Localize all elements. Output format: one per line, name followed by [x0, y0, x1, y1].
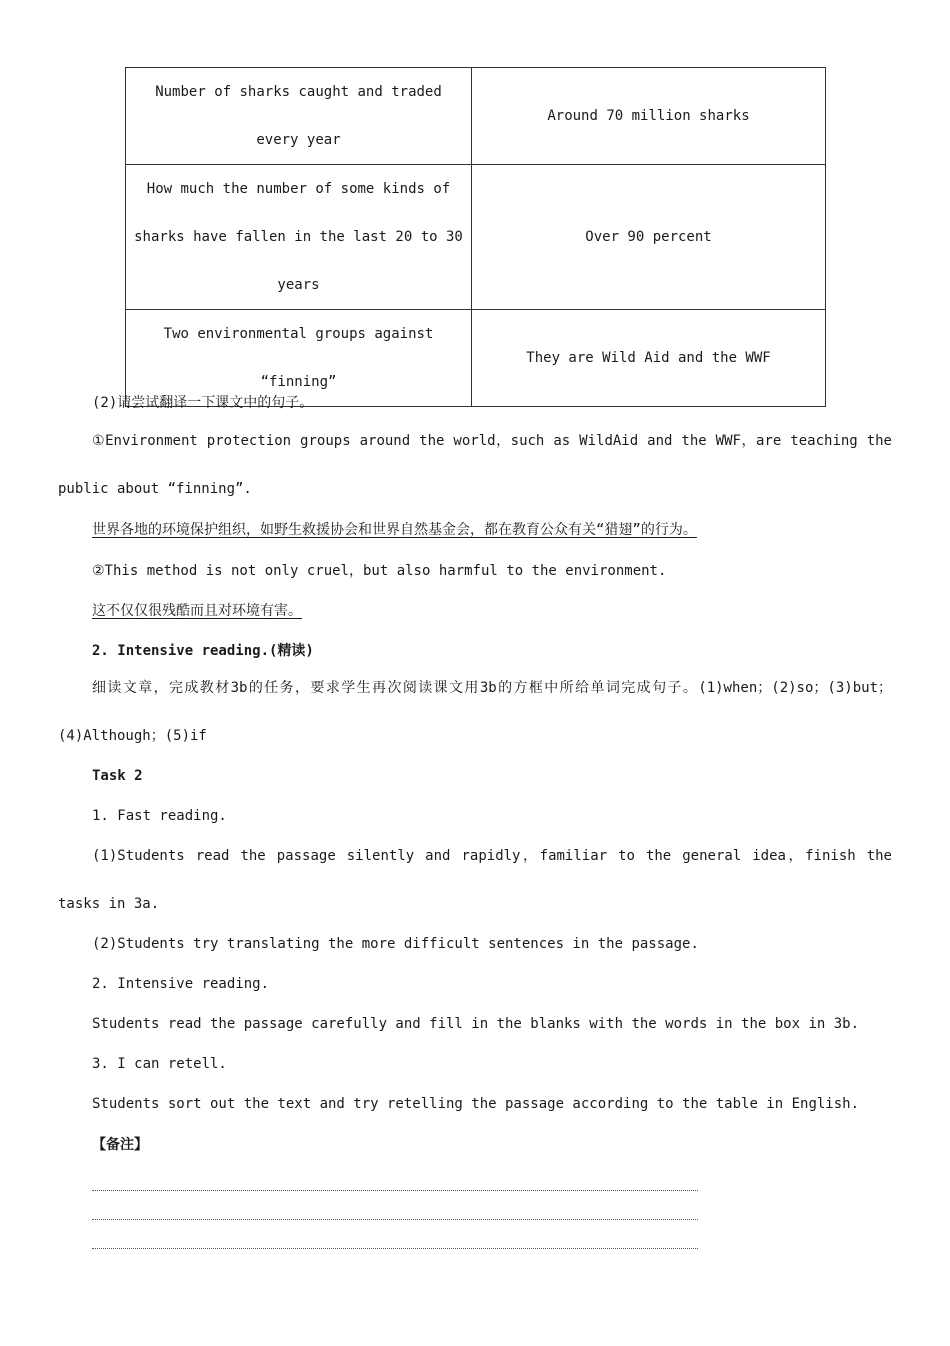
table-cell-question: How much the number of some kinds of sharks have fallen in the last 20 to 30 years [126, 165, 472, 310]
fast-reading-step-2: (2)Students try translating the more difficult sentences in the passage. [92, 936, 699, 952]
facts-table [125, 67, 826, 407]
fast-reading-heading: 1. Fast reading. [92, 808, 227, 824]
table-cell-answer: Over 90 percent [472, 165, 826, 310]
fast-reading-step-1: (1)Students read the passage silently and rapidly，familiar to the general idea，finish the tasks in 3a. [58, 848, 892, 912]
translate-heading: (2)请尝试翻译一下课文中的句子。 [92, 395, 314, 411]
table-cell-answer: They are Wild Aid and the WWF [472, 310, 826, 407]
sentence-1-translation: 世界各地的环境保护组织，如野生救援协会和世界自然基金会，都在教育公众有关“猎翅”的行为。 [92, 522, 697, 538]
table-row [126, 68, 826, 165]
intensive-reading-heading: 2. Intensive reading.(精读) [92, 643, 314, 659]
table-row [126, 165, 826, 310]
table-cell-answer: Around 70 million sharks [472, 68, 826, 165]
notes-line [92, 1190, 698, 1191]
table-cell-question: Number of sharks caught and traded every year [126, 68, 472, 165]
sentence-2-english: ②This method is not only cruel，but also harmful to the environment. [92, 563, 667, 579]
intensive-reading-2-body: Students read the passage carefully and fill in the blanks with the words in the box in 3b. [92, 1016, 860, 1032]
notes-line [92, 1248, 698, 1249]
sentence-1-english: ①Environment protection groups around the world，such as WildAid and the WWF，are teaching the public about “finning”. [58, 433, 892, 497]
intensive-reading-body: 细读文章，完成教材3b的任务，要求学生再次阅读课文用3b的方框中所给单词完成句子。(1)when；(2)so；(3)but；(4)Although；(5)if [58, 680, 892, 744]
retell-heading: 3. I can retell. [92, 1056, 227, 1072]
intensive-reading-2-heading: 2. Intensive reading. [92, 976, 270, 992]
notes-line [92, 1219, 698, 1220]
sentence-2-translation: 这不仅仅很残酷而且对环境有害。 [92, 603, 302, 619]
retell-body: Students sort out the text and try retelling the passage according to the table in English. [92, 1096, 860, 1112]
table-cell-question: Two environmental groups against “finning” [126, 310, 472, 407]
task-2-heading: Task 2 [92, 768, 143, 784]
notes-heading: 【备注】 [92, 1137, 148, 1153]
